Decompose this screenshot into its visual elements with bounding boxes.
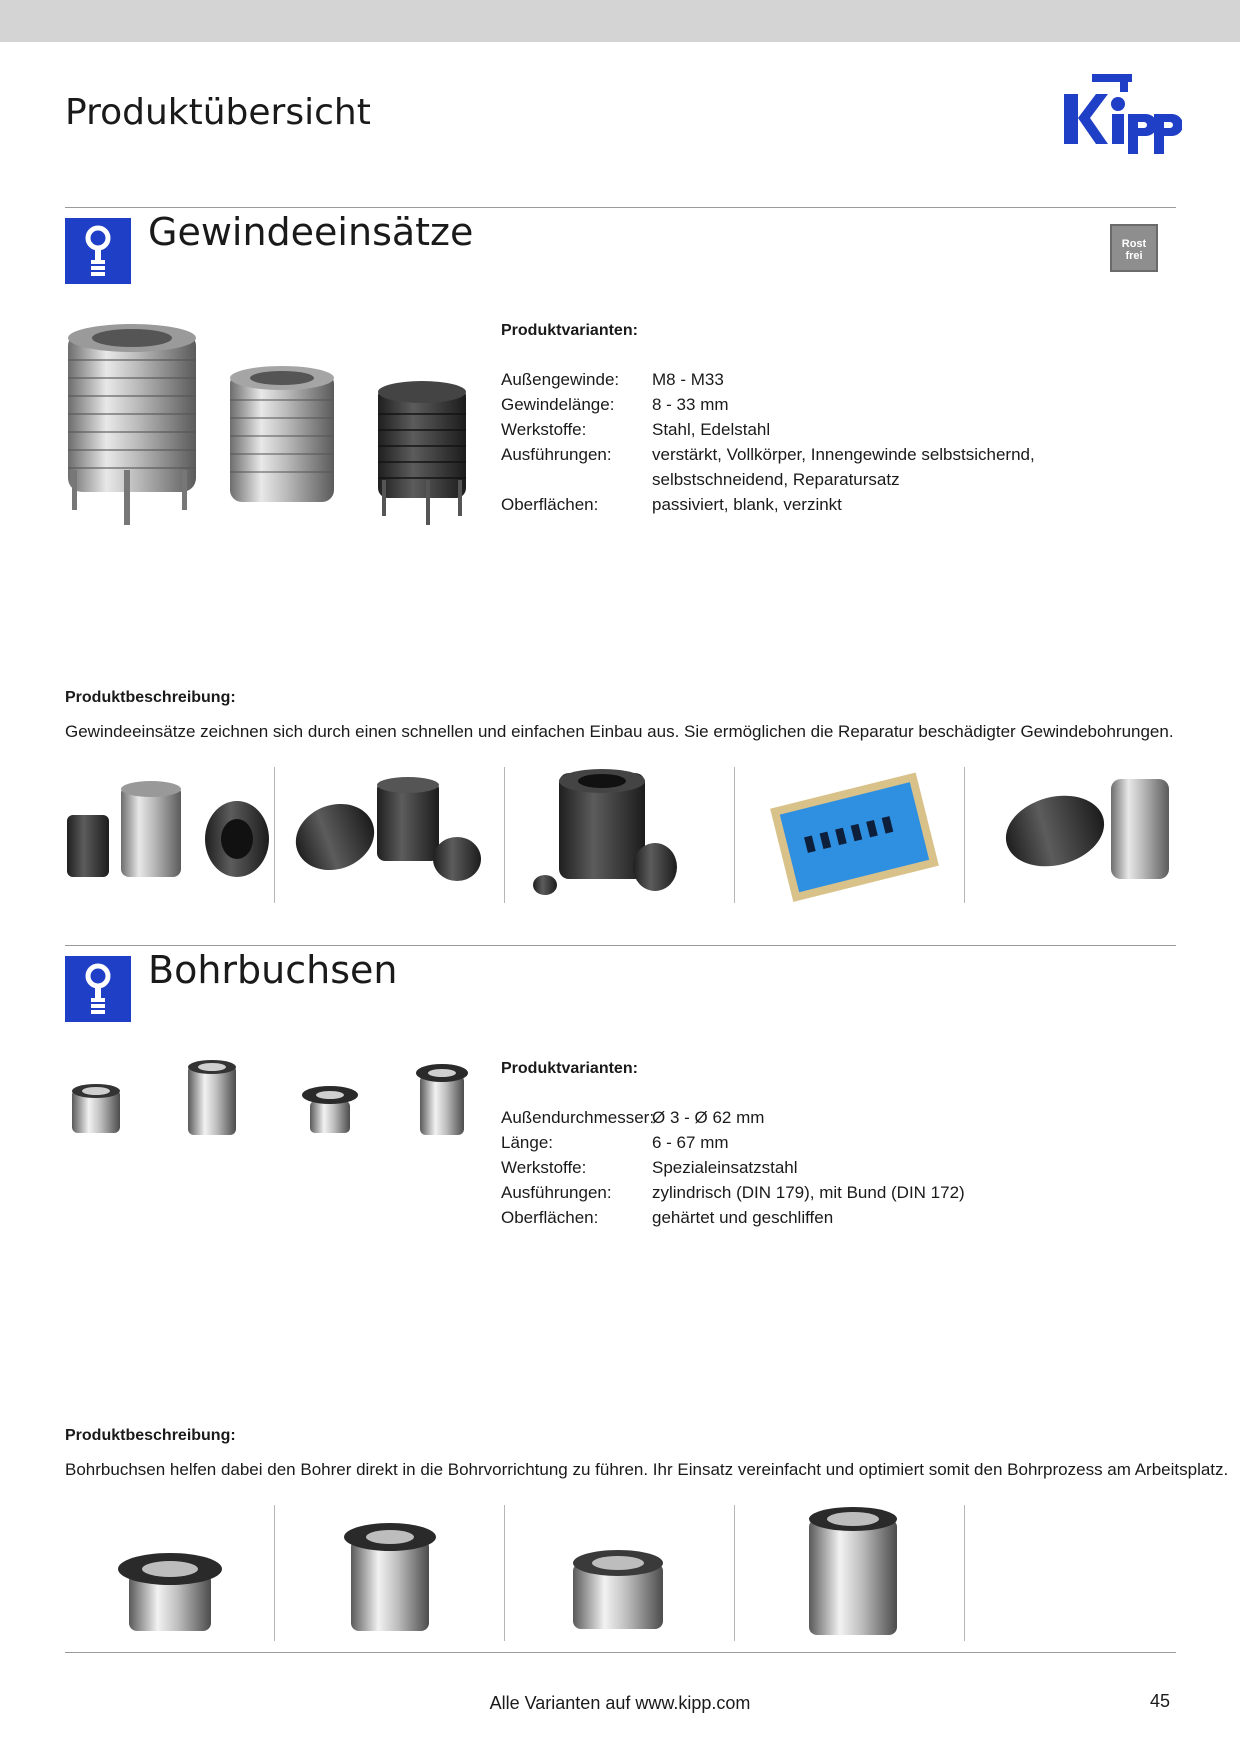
variant-row [501, 1130, 1152, 1155]
variant-row [501, 1180, 1152, 1205]
rostfrei-label: frei [1125, 250, 1143, 262]
variants-heading: Produktvarianten: [501, 322, 638, 339]
variant-value: passiviert, blank, verzinkt [652, 495, 842, 514]
gallery-divider [504, 767, 505, 903]
variant-value: 6 - 67 mm [652, 1133, 729, 1152]
variant-key: Oberflächen: [501, 495, 599, 514]
section-title: Bohrbuchsen [148, 948, 398, 992]
gallery-image[interactable] [515, 767, 745, 903]
section-divider [65, 207, 1176, 208]
section-divider [65, 945, 1176, 946]
gallery-divider [964, 767, 965, 903]
variant-key: Außengewinde: [501, 370, 620, 389]
gallery-divider [274, 767, 275, 903]
variants-table [501, 367, 1152, 517]
footer-link[interactable]: Alle Varianten auf www.kipp.com [489, 1693, 751, 1713]
page-title: Produktübersicht [65, 92, 371, 133]
gallery-divider [734, 767, 735, 903]
gallery-image[interactable] [65, 1505, 295, 1641]
product-image-thread-inserts [60, 320, 470, 535]
bolt-icon [65, 956, 131, 1022]
gallery-image[interactable] [745, 1505, 975, 1641]
description-heading: Produktbeschreibung: [65, 689, 236, 706]
variant-key: Außendurchmesser: [501, 1108, 655, 1127]
variant-key: Länge: [501, 1133, 553, 1152]
variant-value: Stahl, Edelstahl [652, 420, 771, 439]
variant-row [501, 492, 1152, 517]
description-heading: Produktbeschreibung: [65, 1427, 236, 1444]
variant-key: Werkstoffe: [501, 1158, 587, 1177]
gallery-divider [504, 1505, 505, 1641]
variant-value: Spezialeinsatzstahl [652, 1158, 798, 1177]
variant-value: 8 - 33 mm [652, 395, 729, 414]
product-image-drill-bushes [64, 1055, 474, 1150]
kipp-logo[interactable] [1062, 74, 1182, 168]
gallery-image[interactable] [65, 767, 295, 903]
product-gallery [65, 767, 1176, 903]
top-bar [0, 0, 1240, 42]
variant-key: Gewindelänge: [501, 395, 615, 414]
gallery-divider [274, 1505, 275, 1641]
gallery-divider [734, 1505, 735, 1641]
variant-key: Ausführungen: [501, 445, 612, 464]
product-gallery [65, 1505, 1176, 1641]
gallery-image[interactable] [515, 1505, 745, 1641]
bolt-icon [65, 218, 131, 284]
gallery-image[interactable] [285, 1505, 515, 1641]
page-number: 45 [1150, 1691, 1171, 1711]
rostfrei-label: Rost [1121, 238, 1147, 250]
variant-row [501, 417, 1152, 442]
variant-row [501, 392, 1152, 417]
gallery-image[interactable] [765, 767, 995, 903]
variants-heading: Produktvarianten: [501, 1060, 638, 1077]
section-title: Gewindeeinsätze [148, 210, 474, 254]
description-text: Bohrbuchsen helfen dabei den Bohrer direkt in die Bohrvorrichtung zu führen. Ihr Einsatz vereinfacht und optimiert somit den Bohrprozess am Arbeitsplatz. [65, 1460, 1229, 1479]
gallery-image[interactable] [985, 767, 1215, 903]
variant-key: Werkstoffe: [501, 420, 587, 439]
footer-divider [65, 1652, 1176, 1653]
gallery-image[interactable] [285, 767, 515, 903]
variant-row [501, 1155, 1152, 1180]
variant-value: Ø 3 - Ø 62 mm [652, 1108, 765, 1127]
variant-value: M8 - M33 [652, 370, 724, 389]
variant-row [501, 1105, 1152, 1130]
variant-value: zylindrisch (DIN 179), mit Bund (DIN 172) [652, 1183, 965, 1202]
variant-row [501, 442, 1152, 492]
variant-key: Ausführungen: [501, 1183, 612, 1202]
rostfrei-icon [1110, 224, 1158, 272]
description-text: Gewindeeinsätze zeichnen sich durch einen schnellen und einfachen Einbau aus. Sie ermöglichen die Reparatur beschädigter Gewindebohrungen. [65, 722, 1174, 741]
variant-key: Oberflächen: [501, 1208, 599, 1227]
variant-value: verstärkt, Vollkörper, Innengewinde selbstsichernd, selbstschneidend, Reparatursatz [652, 445, 1035, 489]
variant-value: gehärtet und geschliffen [652, 1208, 834, 1227]
variant-row [501, 1205, 1152, 1230]
gallery-divider [964, 1505, 965, 1641]
variants-table [501, 1105, 1152, 1230]
variant-row [501, 367, 1152, 392]
